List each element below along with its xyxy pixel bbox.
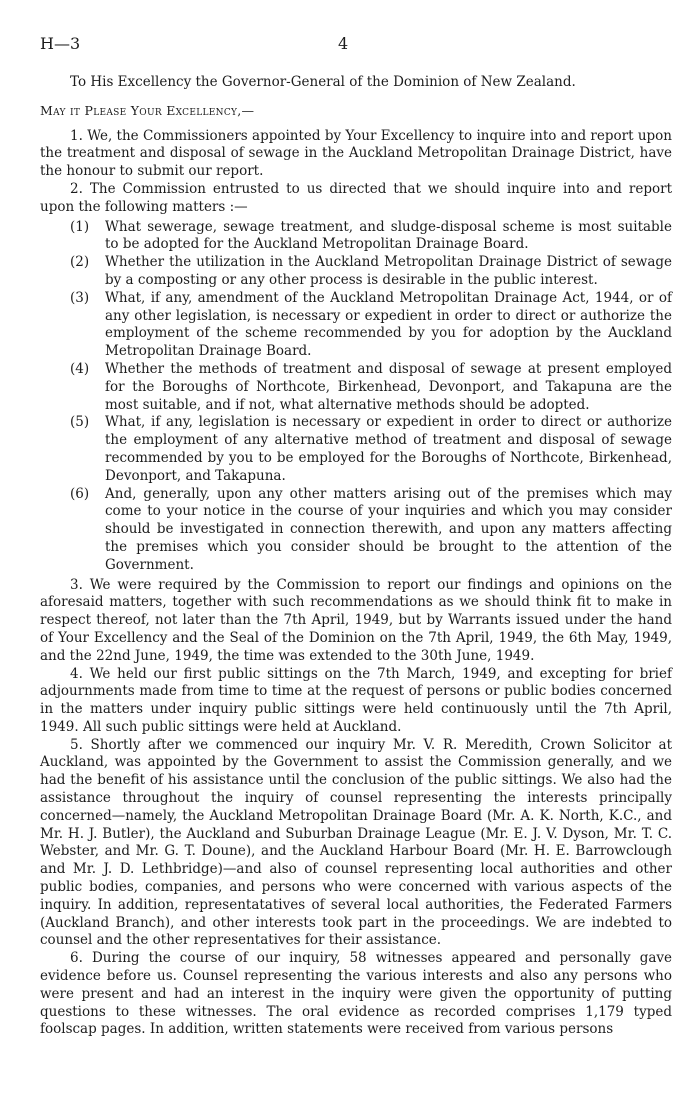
matter-number: (3) (70, 289, 90, 306)
matter-text: What, if any, amendment of the Auckland Metropolitan Drainage Act, 1944, or of any other legislation, is necessary or expedient in order to direct or authorize the employment of the scheme recommended by you for adoption by the Auckland Metropolitan Drainage Board. (105, 289, 672, 360)
matter-item (70, 290, 672, 361)
document-code: H—3 (40, 34, 81, 53)
matter-number: (2) (70, 254, 90, 271)
matter-text: What, if any, legislation is necessary or expedient in order to direct or authorize the employment of any alternative method of treatment and disposal of sewage recommended by you to be employed for the Boroughs of Northcote, Birkenhead, Devonport, and Takapuna. (105, 414, 672, 484)
matters-list (40, 219, 672, 575)
matter-number: (6) (70, 485, 90, 502)
matter-text: And, generally, upon any other matters arising out of the premises which may come to your notice in the course of your inquiries and which you may consider should be investigated in connection therewith, and upon any matters affecting the premises which you consider should be brought to the attention of the Government. (105, 485, 672, 573)
formal-address: May it Please Your Excellency,— (40, 102, 255, 118)
paragraph-4: 4. We held our first public sittings on the 7th March, 1949, and excepting for brief adjournments made from time to time at the request of persons or public bodies concerned in the matters under inquiry public sittings were held continuously until the 7th April, 1949. All such public sittings were held at Auckland. (40, 665, 672, 735)
page-header (40, 34, 672, 64)
paragraph-3: 3. We were required by the Commission to report our findings and opinions on the aforesaid matters, together with such recommendations as we should think fit to make in respect thereof, not later than the 7th April, 1949, but by Warrants issued under the hand of Your Excellency and the Seal of the Dominion on the 7th April, 1949, the 6th May, 1949, and the 22nd June, 1949, the time was extended to the 30th June, 1949. (40, 576, 672, 664)
matter-text: Whether the methods of treatment and disposal of sewage at present employed for the Boroughs of Northcote, Birkenhead, Devonport, and Takapuna are the most suitable, and if not, what alternative methods should be adopted. (105, 360, 672, 413)
paragraph-5: 5. Shortly after we commenced our inquiry Mr. V. R. Meredith, Crown Solicitor at Auckland, was appointed by the Government to assist the Commission generally, and we had the benefit of his assistance until the conclusion of the public sittings. We also had the assistance throughout the inquiry of counsel representing the interests principally concerned—namely, the Auckland Metropolitan Drainage Board (Mr. A. K. North, K.C., and Mr. H. J. Butler), the Auckland and Suburban Drainage League (Mr. E. J. V. Dyson, Mr. T. C. Webster, and Mr. G. T. Doune), and the Auckland Harbour Board (Mr. H. E. Barrowclough and Mr. J. D. Lethbridge)—and also of counsel representing local authorities and other public bodies, companies, and persons who were concerned with various aspects of the inquiry. In addition, representatatives of several local authorities, the Federated Farmers (Auckland Branch), and other interests took part in the proceedings. We are indebted to counsel and the other representatives for their assistance. (40, 736, 672, 949)
matter-item (70, 219, 672, 255)
matter-item (70, 414, 672, 485)
salutation: To His Excellency the Governor-General of the Dominion of New Zealand. (70, 74, 576, 90)
matter-item (70, 361, 672, 414)
paragraph-6: 6. During the course of our inquiry, 58 witnesses appeared and personally gave evidence before us. Counsel representing the various interests and also any persons who were present and had an interest in the inquiry were given the opportunity of putting questions to these witnesses. The oral evidence as recorded comprises 1,179 typed foolscap pages. In addition, written statements were received from various persons (40, 950, 672, 1038)
paragraph-2: 2. The Commission entrusted to us directed that we should inquire into and report upon the following matters :— (40, 180, 672, 215)
matter-item (70, 254, 672, 290)
paragraph-1: 1. We, the Commissioners appointed by Your Excellency to inquire into and report upon the treatment and disposal of sewage in the Auckland Metropolitan Drainage District, have the honour to submit our report. (40, 127, 672, 180)
matter-text: What sewerage, sewage treatment, and sludge-disposal scheme is most suitable to be adopted for the Auckland Metropolitan Drainage Board. (105, 218, 672, 253)
page-number: 4 (338, 34, 349, 53)
document-page (40, 34, 672, 1039)
matter-number: (1) (70, 218, 90, 235)
matter-number: (5) (70, 414, 90, 431)
matter-number: (4) (70, 360, 90, 377)
matter-item (70, 486, 672, 575)
matter-text: Whether the utilization in the Auckland Metropolitan Drainage District of sewage by a composting or any other process is desirable in the public interest. (105, 254, 672, 288)
